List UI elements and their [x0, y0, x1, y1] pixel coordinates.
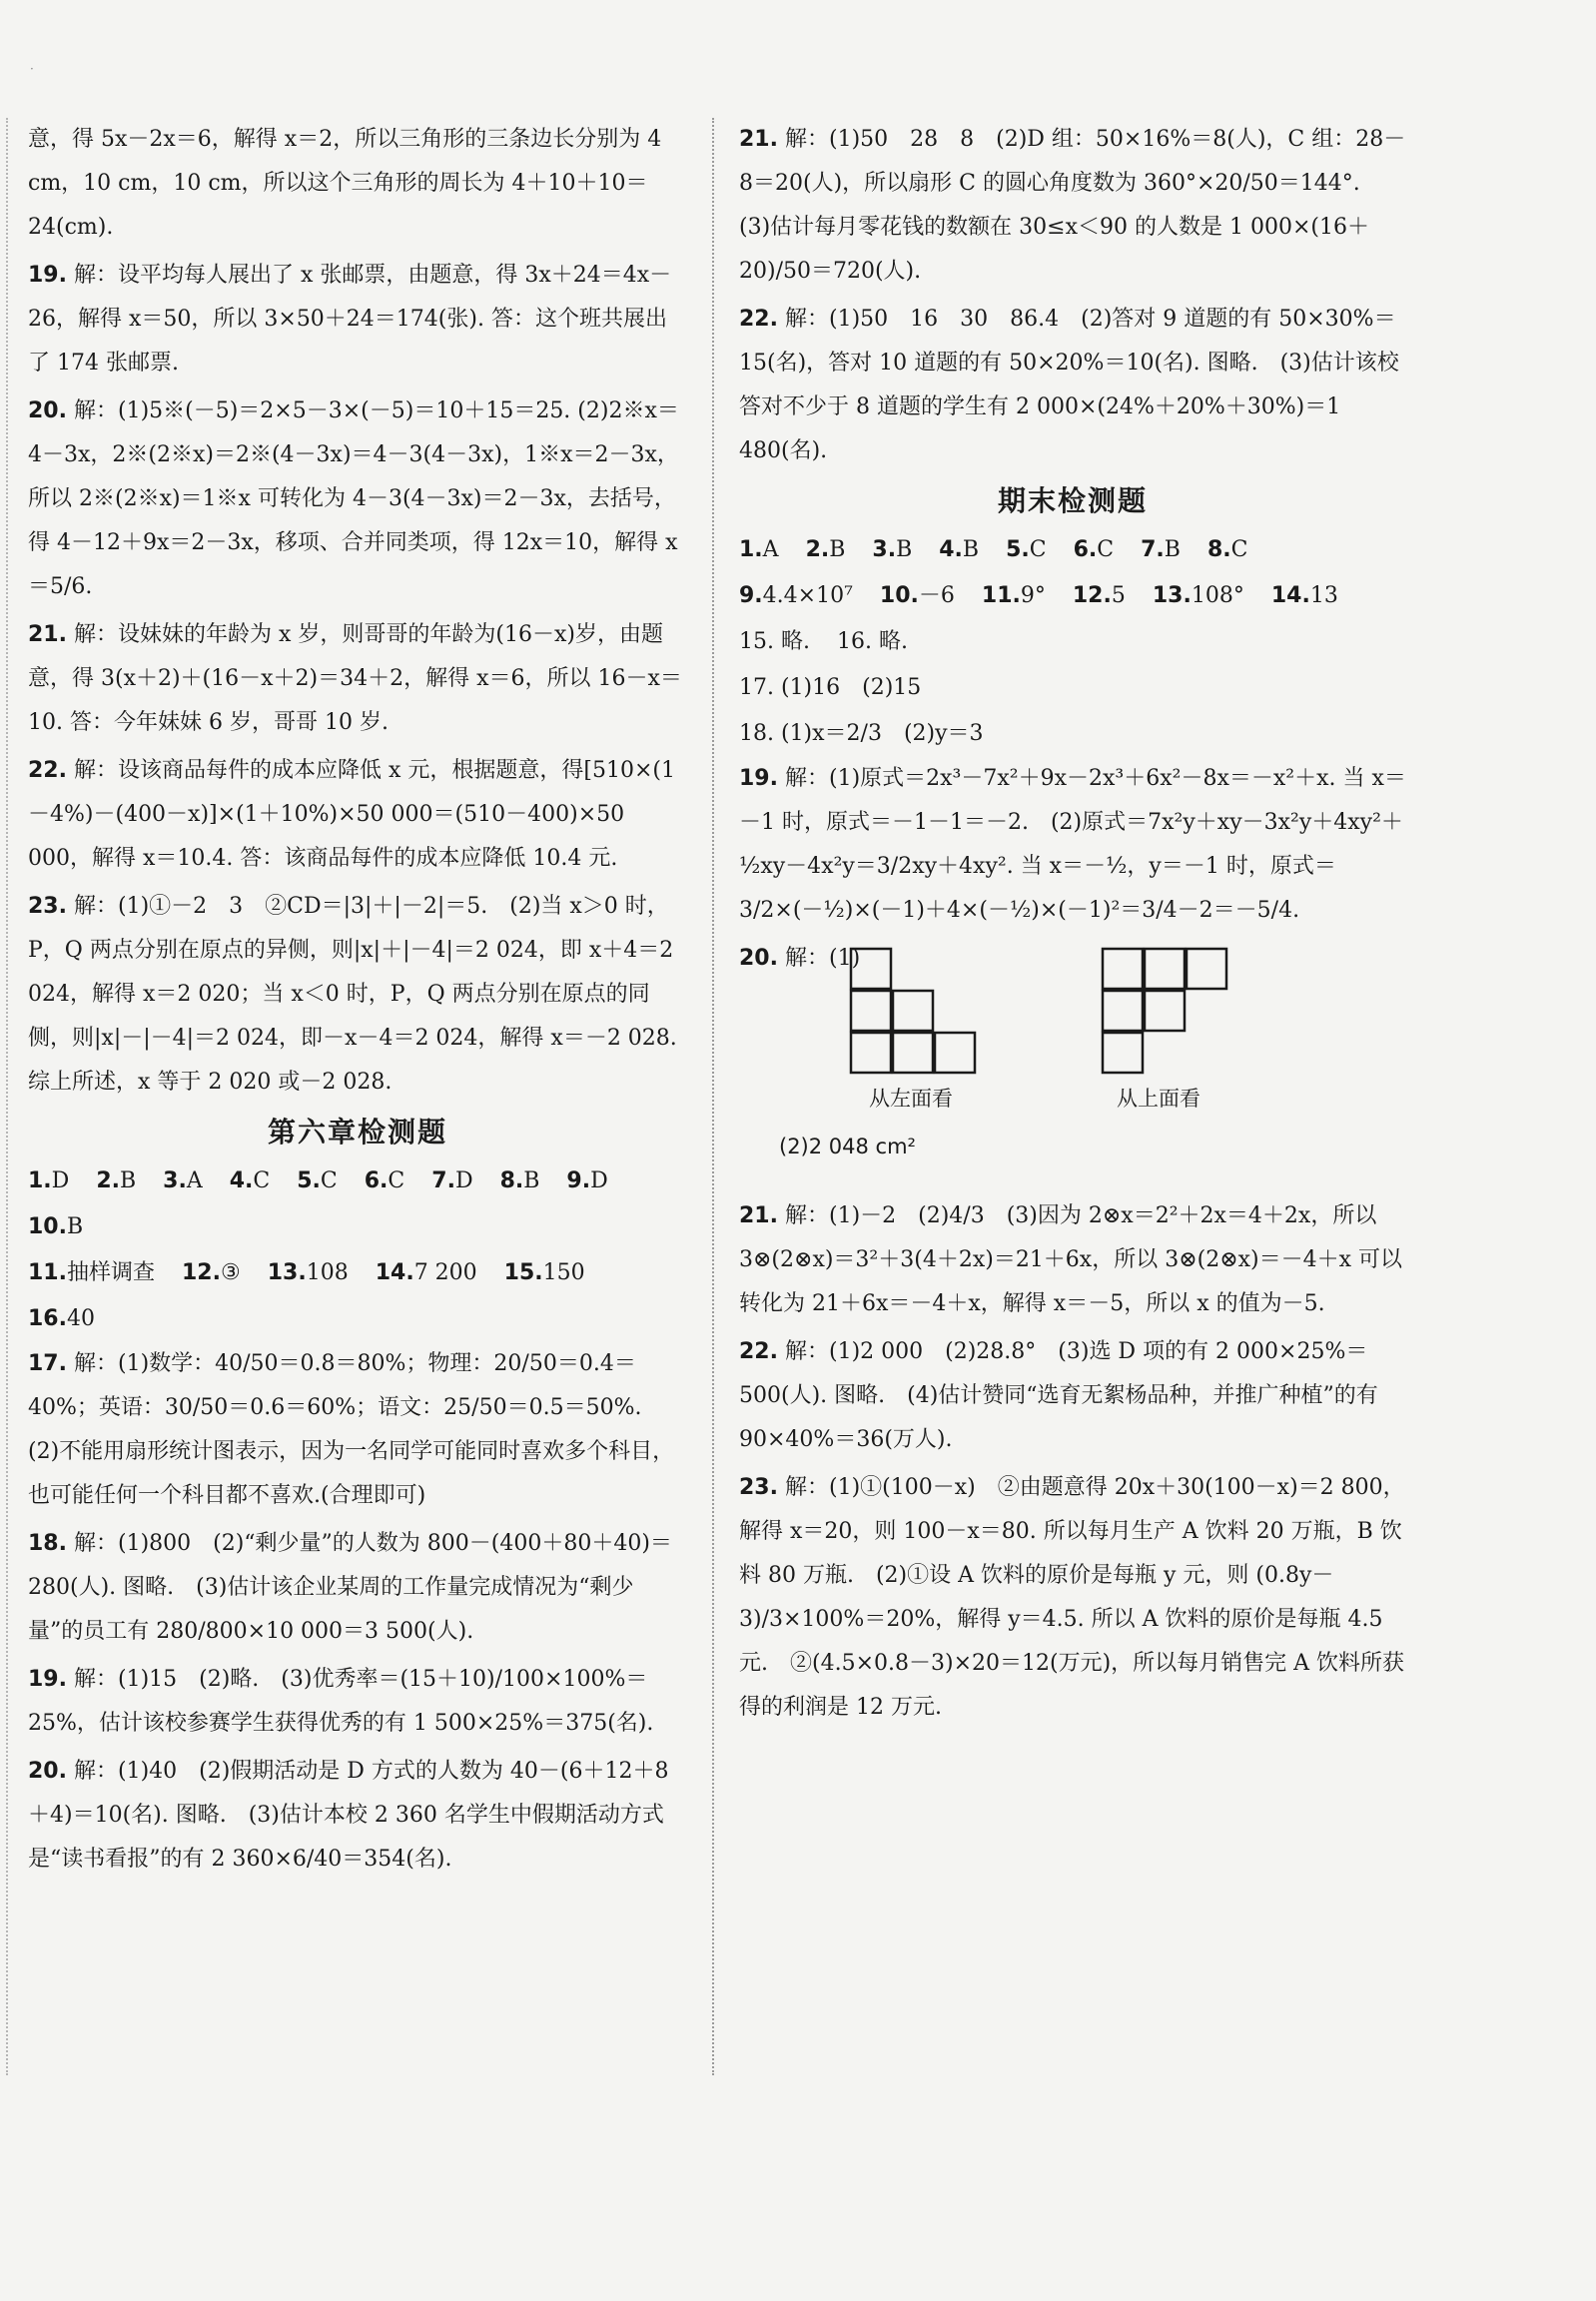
chapter6-item-17: [28, 1342, 687, 1518]
top-view-grid: [1101, 947, 1230, 1077]
item-number: 19.: [28, 1667, 67, 1692]
choice-answer: [1141, 537, 1181, 562]
answer-number: 13.: [267, 1260, 307, 1285]
choice-answer: [365, 1168, 405, 1193]
final-item-16: 16. 略.: [836, 629, 908, 654]
answer-value: A: [762, 537, 779, 562]
chapter6-choice-answers: [28, 1158, 687, 1342]
chapter6-item-19: [28, 1658, 687, 1746]
answer-number: 12.: [1072, 583, 1112, 608]
item-text: 解：设妹妹的年龄为 x 岁，则哥哥的年龄为(16－x)岁，由题意，得 3(x＋2)＋(16－x＋2)＝34＋2，解得 x＝6，所以 16－x＝10. 答：今年妹妹 6 岁，哥哥 10 岁.: [28, 622, 682, 735]
left-view-grid: [849, 947, 979, 1077]
right-column: [739, 118, 1406, 1734]
item-number: 23.: [739, 1475, 778, 1500]
answer-number: 2.: [805, 537, 830, 562]
answer-value: B: [119, 1168, 137, 1193]
fill-answer: [739, 583, 853, 608]
answer-value: A: [186, 1168, 203, 1193]
item-text: 解：(1)①－2 3 ②CD＝|3|＋|－2|＝5. (2)当 x＞0 时，P，Q 两点分别在原点的异侧，则|x|＋|－4|＝2 024，即 x＋4＝2 024，解得 x＝2 020；当 x＜0 时，P，Q 两点分别在原点的同侧，则|x|－|－4|＝2 024，即－x－4＝2 024，解得 x＝－2 028. 综上所述，x 等于 2 020 或－2 028.: [28, 894, 677, 1095]
left-column: [28, 118, 687, 1886]
answer-number: 8.: [499, 1168, 524, 1193]
item-number: 23.: [28, 894, 67, 919]
answer-number: 14.: [375, 1260, 414, 1285]
answer-number: 6.: [1073, 537, 1098, 562]
answer-number: 9.: [566, 1168, 591, 1193]
answer-value: ③: [220, 1260, 241, 1285]
choice-answer: [872, 537, 912, 562]
item-text: 解：(1)－2 (2)4/3 (3)因为 2⊗x＝2²＋2x＝4＋2x，所以 3⊗(2⊗x)＝3²＋3(4＋2x)＝21＋6x，所以 3⊗(2⊗x)＝－4＋x 可以转化为 21＋6x＝－4＋x，解得 x＝－5，所以 x 的值为－5.: [739, 1203, 1403, 1316]
choice-answer: [939, 537, 979, 562]
item-number: 18.: [28, 1531, 67, 1556]
item-number: 22.: [28, 758, 67, 783]
item-text: 解：(1)15 (2)略. (3)优秀率＝(15＋10)/100×100%＝25%，估计该校参赛学生获得优秀的有 1 500×25%＝375(名).: [28, 1667, 654, 1736]
left-item-continuation: [28, 118, 687, 250]
item-text: 意，得 5x－2x＝6，解得 x＝2，所以三角形的三条边长分别为 4 cm，10 cm，10 cm，所以这个三角形的周长为 4＋10＋10＝24(cm).: [28, 127, 662, 240]
left-item-19: [28, 254, 687, 385]
answer-value: 108°: [1191, 583, 1244, 608]
left-item-20: [28, 389, 687, 609]
fill-answer: [1271, 583, 1338, 608]
section-title-chapter6: 第六章检测题: [267, 1116, 447, 1149]
answer-number: 12.: [182, 1260, 221, 1285]
choice-answer: [739, 537, 779, 562]
fill-answer: [504, 1260, 585, 1285]
answer-number: 10.: [879, 583, 919, 608]
choice-answer: [1074, 537, 1115, 562]
choice-answer: [1207, 537, 1248, 562]
answer-value: B: [1164, 537, 1181, 562]
choice-answer: [28, 1168, 69, 1193]
answer-value: 抽样调查: [66, 1260, 155, 1285]
answer-value: 40: [66, 1306, 95, 1331]
right-item-21: [739, 118, 1406, 294]
fill-answer: [880, 583, 955, 608]
answer-value: C: [1097, 537, 1115, 562]
three-view-figures: [739, 985, 1406, 1194]
answer-number: 10.: [28, 1214, 67, 1239]
item-number: 21.: [739, 1203, 778, 1228]
left-item-22: [28, 749, 687, 881]
answer-value: C: [1029, 537, 1047, 562]
answer-number: 16.: [28, 1306, 67, 1331]
answer-number: 9.: [739, 583, 763, 608]
answer-value: C: [320, 1168, 338, 1193]
q20-part2: (2)2 048 cm²: [779, 1135, 916, 1158]
final-item-18: 18. (1)x＝2/3 (2)y＝3: [739, 721, 984, 746]
fill-answer: [28, 1306, 95, 1331]
fill-answer: [1153, 583, 1244, 608]
answer-value: 108: [306, 1260, 349, 1285]
item-text: 解：设该商品每件的成本应降低 x 元，根据题意，得[510×(1－4%)－(400－x)]×(1＋10%)×50 000＝(510－400)×50 000，解得 x＝10.4. 答：该商品每件的成本应降低 10.4 元.: [28, 758, 675, 871]
item-number: 20.: [739, 946, 778, 971]
answer-number: 2.: [96, 1168, 120, 1193]
answer-value: C: [388, 1168, 405, 1193]
final-item-17: 17. (1)16 (2)15: [739, 675, 922, 700]
final-item-23: [739, 1466, 1406, 1730]
item-text: 解：设平均每人展出了 x 张邮票，由题意，得 3x＋24＝4x－26，解得 x＝50，所以 3×50＋24＝174(张). 答：这个班共展出了 174 张邮票.: [28, 263, 672, 376]
answer-value: －6: [918, 583, 955, 608]
fill-answer: [376, 1260, 477, 1285]
answer-number: 15.: [503, 1260, 543, 1285]
item-number: 19.: [739, 766, 778, 791]
item-number: 20.: [28, 398, 67, 423]
item-text: 解：(1): [784, 946, 861, 971]
answer-number: 5.: [1006, 537, 1030, 562]
answer-number: 6.: [364, 1168, 389, 1193]
answer-number: 3.: [872, 537, 897, 562]
answer-number: 4.: [939, 537, 963, 562]
answer-value: D: [590, 1168, 608, 1193]
answer-value: B: [66, 1214, 84, 1239]
item-number: 21.: [739, 127, 778, 152]
item-number: 19.: [28, 263, 67, 288]
choice-answer: [806, 537, 846, 562]
left-item-23: [28, 885, 687, 1105]
column-divider: [712, 118, 714, 2075]
item-number: 22.: [739, 1339, 778, 1364]
answer-number: 1.: [739, 537, 763, 562]
choice-answer: [566, 1168, 607, 1193]
final-item-22: [739, 1330, 1406, 1462]
item-number: 17.: [28, 1351, 67, 1376]
item-text: 解：(1)50 28 8 (2)D 组：50×16%＝8(人)，C 组：28－8＝20(人)，所以扇形 C 的圆心角度数为 360°×20/50＝144°. (3)估计每月零花钱的数额在 30≤x＜90 的人数是 1 000×(16＋20)/50＝720(人).: [739, 127, 1406, 284]
fill-answer: [1073, 583, 1126, 608]
item-text: 解：(1)50 16 30 86.4 (2)答对 9 道题的有 50×30%＝15(名)，答对 10 道题的有 50×20%＝10(名). 图略. (3)估计该校答对不少于 8 道题的学生有 2 000×(24%＋20%＋30%)＝1 480(名).: [739, 307, 1399, 463]
choice-answer: [28, 1214, 83, 1239]
answer-value: 150: [542, 1260, 585, 1285]
answer-value: 4.4×10⁷: [762, 583, 853, 608]
answer-number: 7.: [431, 1168, 455, 1193]
left-margin-rule: [6, 118, 8, 2075]
item-number: 22.: [739, 307, 778, 332]
answer-value: B: [962, 537, 980, 562]
answer-number: 7.: [1141, 537, 1165, 562]
item-number: 20.: [28, 1759, 67, 1784]
right-item-22: [739, 298, 1406, 473]
left-view-label: 从左面看: [869, 1087, 953, 1111]
choice-answer: [297, 1168, 338, 1193]
item-text: 解：(1)40 (2)假期活动是 D 方式的人数为 40－(6＋12＋8＋4)＝10(名). 图略. (3)估计本校 2 360 名学生中假期活动方式是“读书看报”的有 2 360×6/40＝354(名).: [28, 1759, 669, 1872]
answer-value: C: [253, 1168, 271, 1193]
left-item-21: [28, 613, 687, 745]
answer-number: 1.: [28, 1168, 52, 1193]
fill-answer: [28, 1260, 155, 1285]
section-title-final: 期末检测题: [997, 484, 1148, 517]
item-text: 解：(1)800 (2)“剩少量”的人数为 800－(400＋80＋40)＝280(人). 图略. (3)估计该企业某周的工作量完成情况为“剩少量”的员工有 280/800×10 000＝3 500(人).: [28, 1531, 672, 1644]
item-number: 21.: [28, 622, 67, 647]
final-short-answers: [739, 527, 1406, 757]
answer-number: 11.: [28, 1260, 67, 1285]
chapter6-item-18: [28, 1522, 687, 1654]
final-item-20: [739, 937, 1406, 981]
chapter6-item-20: [28, 1750, 687, 1882]
answer-value: D: [51, 1168, 70, 1193]
top-view-label: 从上面看: [1117, 1087, 1200, 1111]
fill-answer: [182, 1260, 241, 1285]
answer-value: 9°: [1020, 583, 1046, 608]
choice-answer: [500, 1168, 540, 1193]
answer-value: 7 200: [413, 1260, 477, 1285]
answer-number: 14.: [1270, 583, 1310, 608]
choice-answer: [230, 1168, 271, 1193]
final-item-15: 15. 略.: [739, 629, 810, 654]
answer-value: C: [1230, 537, 1248, 562]
item-text: 解：(1)①(100－x) ②由题意得 20x＋30(100－x)＝2 800，解得 x＝20，则 100－x＝80. 所以每月生产 A 饮料 20 万瓶，B 饮料 80 万瓶. (2)①设 A 饮料的原价是每瓶 y 元，则 (0.8y－3)/3×100%＝20%，解得 y＝4.5. 所以 A 饮料的原价是每瓶 4.5 元. ②(4.5×0.8－3)×20＝12(万元)，所以每月销售完 A 饮料所获得的利润是 12 万元.: [739, 1475, 1405, 1720]
item-text: 解：(1)5※(－5)＝2×5－3×(－5)＝10＋15＝25. (2)2※x＝4－3x，2※(2※x)＝2※(4－3x)＝4－3(4－3x)，1※x＝2－3x，所以 2※(2※x)＝1※x 可转化为 4－3(4－3x)＝2－3x，去括号，得 4－12＋9x＝2－3x，移项、合并同类项，得 12x＝10，解得 x＝5/6.: [28, 398, 679, 599]
item-text: 解：(1)2 000 (2)28.8° (3)选 D 项的有 2 000×25%＝500(人). 图略. (4)估计赞同“选育无絮杨品种，并推广种植”的有 90×40%＝36(万人).: [739, 1339, 1378, 1452]
answer-number: 11.: [981, 583, 1021, 608]
fill-answer: [982, 583, 1046, 608]
answer-number: 13.: [1152, 583, 1192, 608]
item-text: 解：(1)原式＝2x³－7x²＋9x－2x³＋6x²－8x＝－x²＋x. 当 x＝－1 时，原式＝－1－1＝－2. (2)原式＝7x²y＋xy－3x²y＋4xy²＋½xy－4x²y＝3/2xy＋4xy². 当 x＝－½，y＝－1 时，原式＝3/2×(－½)×(－1)＋4×(－½)×(－1)²＝3/4－2＝－5/4.: [739, 766, 1406, 923]
answer-value: 13: [1309, 583, 1338, 608]
fill-answer: [268, 1260, 349, 1285]
answer-value: B: [523, 1168, 540, 1193]
answer-number: 4.: [229, 1168, 254, 1193]
corner-mark: ·: [30, 62, 34, 76]
item-text: 解：(1)数学：40/50＝0.8＝80%；物理：20/50＝0.4＝40%；英语：30/50＝0.6＝60%；语文：25/50＝0.5＝50%. (2)不能用扇形统计图表示，因为一名同学可能同时喜欢多个科目，也可能任何一个科目都不喜欢.(合理即可): [28, 1351, 675, 1508]
answer-value: B: [829, 537, 846, 562]
answer-value: 5: [1111, 583, 1126, 608]
choice-answer: [96, 1168, 136, 1193]
choice-answer: [431, 1168, 472, 1193]
answer-number: 3.: [163, 1168, 187, 1193]
answer-number: 8.: [1206, 537, 1231, 562]
choice-answer: [1006, 537, 1047, 562]
answer-value: D: [454, 1168, 473, 1193]
final-item-19: [739, 757, 1406, 933]
answer-number: 5.: [297, 1168, 321, 1193]
final-item-21: [739, 1194, 1406, 1326]
answer-value: B: [896, 537, 913, 562]
choice-answer: [163, 1168, 203, 1193]
